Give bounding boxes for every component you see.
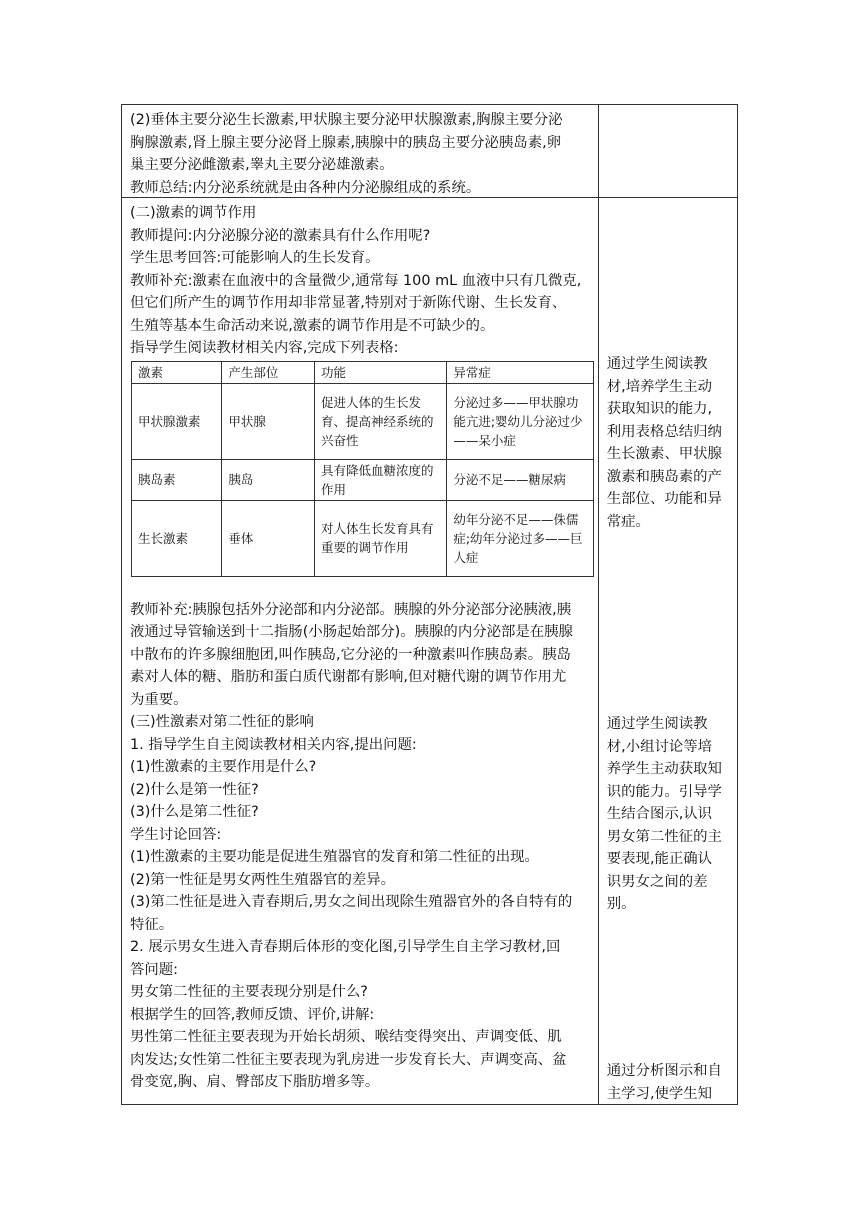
text-line: 识的能力。引导学 bbox=[606, 783, 722, 800]
table-row bbox=[132, 500, 594, 576]
hormone-disorder: 幼年分泌不足——侏儒症;幼年分泌过多——巨人症 bbox=[447, 500, 594, 576]
text-line: 教师补充:胰腺包括外分泌部和内分泌部。胰腺的外分泌部分泌胰液,胰 bbox=[130, 601, 572, 618]
text-line: 男性第二性征主要表现为开始长胡须、喉结变得突出、声调变低、肌 bbox=[130, 1029, 562, 1045]
section-heading: (三)性激素对第二性征的影响 bbox=[130, 714, 314, 730]
text-line: (1)性激素的主要作用是什么? bbox=[130, 759, 317, 775]
text-line: 根据学生的回答,教师反馈、评价,讲解: bbox=[130, 1006, 375, 1023]
table-row bbox=[132, 383, 594, 459]
table-row bbox=[122, 198, 738, 1105]
hormone-table bbox=[131, 361, 594, 577]
hormone-function: 对人体生长发育具有重要的调节作用 bbox=[315, 500, 447, 576]
text-line: 获取知识的能力, bbox=[606, 401, 713, 417]
text-line: 液通过导管输送到十二指肠(小肠起始部分)。胰腺的内分泌部是在胰腺 bbox=[130, 624, 573, 640]
text-line: 2. 展示男女生进入青春期后体形的变化图,引导学生自主学习教材,回 bbox=[130, 939, 561, 955]
text-line: (3)什么是第二性征? bbox=[130, 804, 259, 820]
hormone-name: 胰岛素 bbox=[132, 459, 222, 500]
section-heading: (二)激素的调节作用 bbox=[130, 205, 257, 221]
text-line: (2)第一性征是男女两性生殖器官的差异。 bbox=[130, 871, 396, 888]
hormone-site: 甲状腺 bbox=[222, 383, 315, 459]
hormone-name: 生长激素 bbox=[132, 500, 222, 576]
text-line: 通过学生阅读教 bbox=[606, 716, 708, 732]
text-line: (2)什么是第一性征? bbox=[130, 781, 259, 798]
text-line: 但它们所产生的调节作用却非常显著,特别对于新陈代谢、生长发育、 bbox=[130, 295, 567, 311]
design-note bbox=[607, 713, 733, 916]
hormone-table-header bbox=[132, 361, 594, 383]
column-header: 功能 bbox=[315, 361, 447, 383]
text-line: 通过学生阅读教 bbox=[606, 356, 708, 372]
table-row bbox=[132, 459, 594, 500]
text-line: 要表现,能正确认 bbox=[606, 851, 713, 867]
text-line: 骨变宽,胸、肩、臀部皮下脂肪增多等。 bbox=[130, 1074, 380, 1090]
hormone-site: 胰岛 bbox=[222, 459, 315, 500]
design-note bbox=[607, 1060, 733, 1105]
text-line: 1. 指导学生自主阅读教材相关内容,提出问题: bbox=[130, 736, 417, 753]
text-line: 材,小组讨论等培 bbox=[606, 738, 713, 755]
text-line: 胸腺激素,肾上腺主要分泌肾上腺素,胰腺中的胰岛主要分泌胰岛素,卵 bbox=[130, 134, 562, 151]
text-line: 识男女之间的差 bbox=[606, 873, 708, 890]
text-line: 生殖等基本生命活动来说,激素的调节作用是不可缺少的。 bbox=[130, 317, 495, 334]
hormone-site: 垂体 bbox=[222, 500, 315, 576]
text-line: (2)垂体主要分泌生长激素,甲状腺主要分泌甲状腺激素,胸腺主要分泌 bbox=[130, 112, 563, 128]
design-intent-cell bbox=[598, 105, 737, 198]
text-line: 主学习,使学生知 bbox=[606, 1085, 713, 1102]
text-line: 通过分析图示和自 bbox=[606, 1063, 722, 1079]
text-line: 男女第二性征的主 bbox=[606, 828, 722, 845]
hormone-name: 甲状腺激素 bbox=[132, 383, 222, 459]
text-line: 答问题: bbox=[130, 961, 179, 978]
text-line: 中散布的许多腺细胞团,叫作胰岛,它分泌的一种激素叫作胰岛素。胰岛 bbox=[130, 646, 571, 663]
text-line: 教师补充:激素在血液中的含量微少,通常每 100 mL 血液中只有几微克, bbox=[130, 272, 582, 289]
text-line: 激素和胰岛素的产 bbox=[606, 468, 722, 485]
content-cell bbox=[122, 198, 599, 1105]
text-line: 别。 bbox=[606, 896, 636, 912]
text-line: 为重要。 bbox=[130, 691, 188, 708]
text-line: 指导学生阅读教材相关内容,完成下列表格: bbox=[130, 340, 399, 356]
text-line: 男女第二性征的主要表现分别是什么? bbox=[130, 984, 368, 1000]
text-line: 常症。 bbox=[606, 513, 650, 530]
table-row bbox=[122, 105, 738, 198]
design-note bbox=[607, 353, 733, 533]
text-line: 材,培养学生主动 bbox=[606, 378, 713, 395]
lesson-plan-table bbox=[121, 104, 738, 1105]
column-header: 异常症 bbox=[447, 361, 594, 383]
text-line: 教师提问:内分泌腺分泌的激素具有什么作用呢? bbox=[130, 227, 431, 244]
text-line: 生长激素、甲状腺 bbox=[606, 446, 722, 462]
text-line: 利用表格总结归纳 bbox=[606, 423, 722, 440]
column-header: 激素 bbox=[132, 361, 222, 383]
hormone-function: 促进人体的生长发育、提高神经系统的兴奋性 bbox=[315, 383, 447, 459]
text-line: 学生讨论回答: bbox=[130, 826, 222, 843]
content-cell bbox=[122, 105, 599, 198]
text-line: (1)性激素的主要功能是促进生殖器官的发育和第二性征的出现。 bbox=[130, 849, 539, 865]
hormone-function: 具有降低血糖浓度的作用 bbox=[315, 459, 447, 500]
text-line: (3)第二性征是进入青春期后,男女之间出现除生殖器官外的各自特有的 bbox=[130, 894, 573, 910]
text-line: 养学生主动获取知 bbox=[606, 761, 722, 777]
text-line: 巢主要分泌雌激素,睾丸主要分泌雄激素。 bbox=[130, 157, 394, 173]
text-line: 特征。 bbox=[130, 916, 174, 933]
hormone-disorder: 分泌不足——糖尿病 bbox=[447, 459, 594, 500]
design-intent-cell bbox=[598, 198, 737, 1105]
text-line: 学生思考回答:可能影响人的生长发育。 bbox=[130, 250, 380, 266]
hormone-disorder: 分泌过多——甲状腺功能亢进;婴幼儿分泌过少——呆小症 bbox=[447, 383, 594, 459]
text-line: 生结合图示,认识 bbox=[606, 806, 713, 822]
text-line: 素对人体的糖、脂肪和蛋白质代谢都有影响,但对糖代谢的调节作用尤 bbox=[130, 669, 567, 685]
text-line: 教师总结:内分泌系统就是由各种内分泌腺组成的系统。 bbox=[130, 179, 481, 196]
text-line: 生部位、功能和异 bbox=[606, 491, 722, 507]
column-header: 产生部位 bbox=[222, 361, 315, 383]
text-line: 肉发达;女性第二性征主要表现为乳房进一步发育长大、声调变高、盆 bbox=[130, 1051, 567, 1068]
